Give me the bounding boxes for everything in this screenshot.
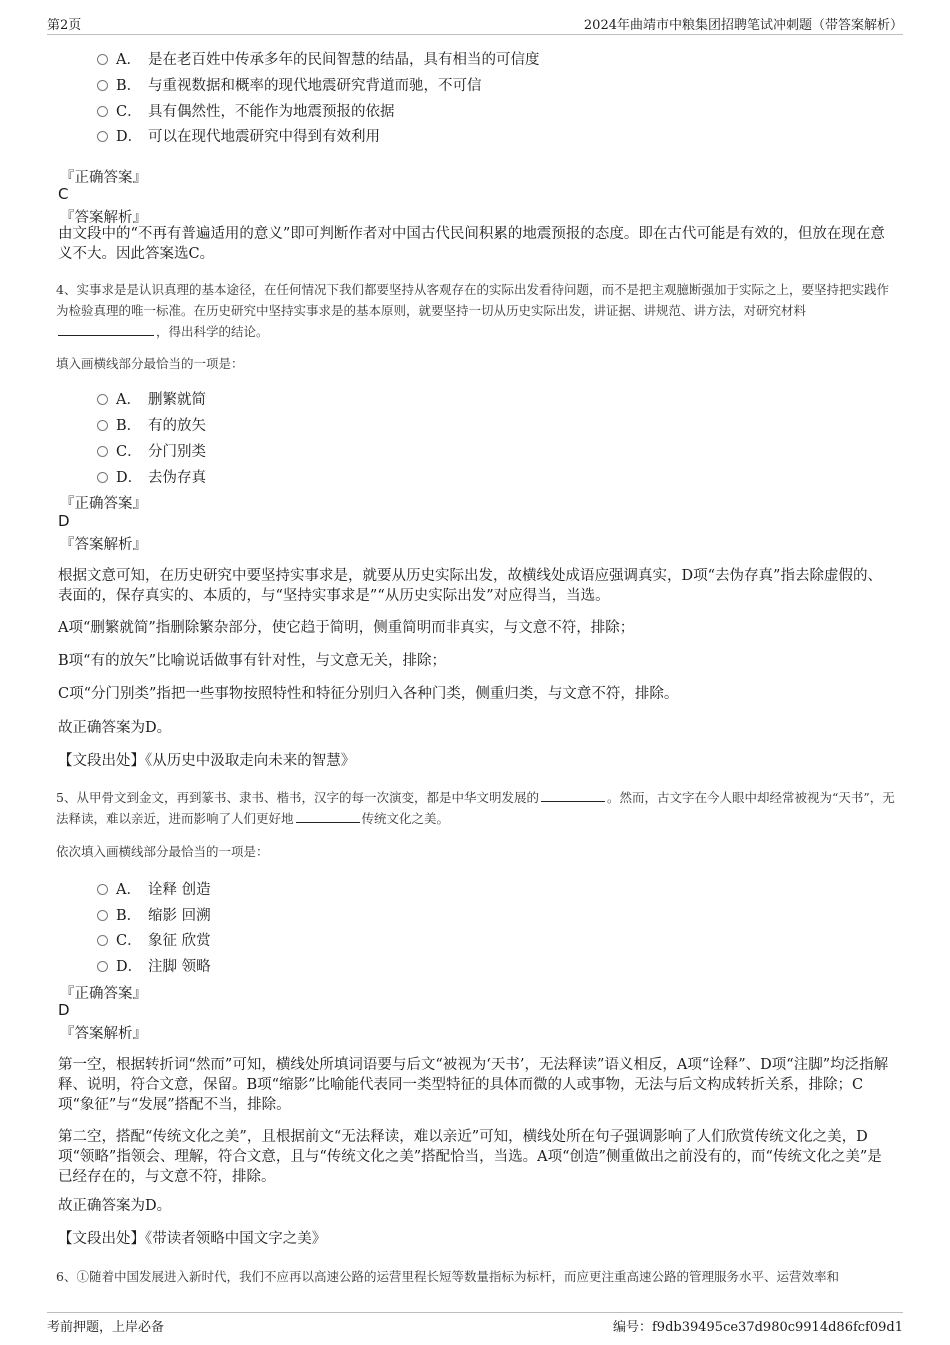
q4-option-b[interactable]: B． 有的放矢 — [97, 414, 206, 435]
q5-prompt: 依次填入画横线部分最恰当的一项是： — [56, 844, 269, 859]
q3-option-a[interactable]: A． 是在老百姓中传承多年的民间智慧的结晶，具有相当的可信度 — [97, 48, 540, 69]
document-title: 2024年曲靖市中粮集团招聘笔试冲刺题（带答案解析） — [583, 18, 903, 33]
page-number: 第2页 — [47, 18, 82, 33]
radio-icon[interactable] — [97, 54, 108, 65]
radio-icon[interactable] — [97, 935, 108, 946]
radio-icon[interactable] — [97, 884, 108, 895]
q4-option-a[interactable]: A． 删繁就简 — [97, 388, 206, 409]
q5-analysis-label: 『答案解析』 — [60, 1026, 147, 1042]
radio-icon[interactable] — [97, 961, 108, 972]
q4-answer-label: 『正确答案』 — [60, 496, 147, 512]
q5-source: 【文段出处】《带读者领略中国文字之美》 — [58, 1231, 327, 1247]
q5-analysis-p3: 故正确答案为D。 — [58, 1198, 172, 1214]
page-footer — [47, 1312, 903, 1335]
q6-stem: 6、①随着中国发展进入新时代，我们不应再以高速公路的运营里程长短等数量指标为标杆，而应更注重高速公路的管理服务水平、运营效率和 — [56, 1269, 839, 1284]
q3-option-b[interactable]: B． 与重视数据和概率的现代地震研究背道而驰，不可信 — [97, 74, 482, 95]
q3-option-c[interactable]: C． 具有偶然性，不能作为地震预报的依据 — [97, 100, 395, 121]
q4-analysis-p1: 根据文意可知，在历史研究中要坚持实事求是，就要从历史实际出发，故横线处成语应强调真实，D项“去伪存真”指去除虚假的、表面的，保存真实的、本质的，与“坚持实事求是”“从历史实际出发”对应得当，当选。 — [58, 568, 882, 604]
q4-analysis-label: 『答案解析』 — [60, 537, 147, 553]
q5-option-b[interactable]: B． 缩影 回溯 — [97, 904, 211, 925]
q3-answer: C — [58, 185, 69, 203]
q4-answer: D — [58, 512, 70, 530]
q4-option-c[interactable]: C． 分门别类 — [97, 440, 206, 461]
q5-stem: 5、从甲骨文到金文，再到篆书、隶书、楷书，汉字的每一次演变，都是中华文明发展的 。然而，古文字在今人眼中却经常被视为“天书”，无法释读，难以亲近，进而影响了人们更好地 传统文化之美。 — [56, 790, 895, 826]
radio-icon[interactable] — [97, 472, 108, 483]
q4-analysis-p2: A项“删繁就简”指删除繁杂部分，使它趋于简明，侧重简明而非真实，与文意不符，排除； — [58, 620, 635, 636]
radio-icon[interactable] — [97, 394, 108, 405]
q5-answer-label: 『正确答案』 — [60, 986, 147, 1002]
q4-analysis-p4: C项“分门别类”指把一些事物按照特性和特征分别归入各种门类，侧重归类，与文意不符，排除。 — [58, 686, 679, 702]
document-id: 编号：f9db39495ce37d980c9914d86fcf09d1 — [613, 1320, 903, 1335]
radio-icon[interactable] — [97, 446, 108, 457]
q5-option-c[interactable]: C． 象征 欣赏 — [97, 929, 211, 950]
fill-blank — [296, 810, 360, 823]
footer-slogan: 考前押题，上岸必备 — [47, 1320, 165, 1335]
fill-blank — [541, 789, 605, 802]
radio-icon[interactable] — [97, 131, 108, 142]
page-header — [47, 12, 903, 35]
radio-icon[interactable] — [97, 80, 108, 91]
q4-source: 【文段出处】《从历史中汲取走向未来的智慧》 — [58, 753, 356, 769]
q4-analysis-p3: B项“有的放矢”比喻说话做事有针对性，与文意无关，排除； — [58, 653, 446, 669]
q4-option-d[interactable]: D． 去伪存真 — [97, 466, 206, 487]
q4-stem: 4、实事求是是认识真理的基本途径，在任何情况下我们都要坚持从客观存在的实际出发看待问题，而不是把主观臆断强加于实际之上，要坚持把实践作为检验真理的唯一标准。在历史研究中坚持实事求是的基本原则，就要坚持一切从历史实际出发，讲证据、讲规范、讲方法，对研究材料，得出科学的结论。 — [56, 282, 889, 339]
q4-prompt: 填入画横线部分最恰当的一项是： — [56, 356, 244, 371]
q3-analysis: 由文段中的“不再有普遍适用的意义”即可判断作者对中国古代民间积累的地震预报的态度。即在古代可能是有效的，但放在现在意义不大。因此答案选C。 — [58, 226, 885, 262]
radio-icon[interactable] — [97, 910, 108, 921]
radio-icon[interactable] — [97, 420, 108, 431]
radio-icon[interactable] — [97, 106, 108, 117]
q5-analysis-p2: 第二空，搭配“传统文化之美”，且根据前文“无法释读，难以亲近”可知，横线处所在句子强调影响了人们欣赏传统文化之美，D项“领略”指领会、理解，符合文意，且与“传统文化之美”搭配恰当，当选。A项“创造”侧重做出之前没有的，而“传统文化之美”是已经存在的，与文意不符，排除。 — [58, 1129, 882, 1185]
q5-option-d[interactable]: D． 注脚 领略 — [97, 955, 211, 976]
q5-option-a[interactable]: A． 诠释 创造 — [97, 878, 211, 899]
q3-analysis-label: 『答案解析』 — [60, 210, 147, 226]
q5-answer: D — [58, 1001, 70, 1019]
fill-blank — [58, 323, 154, 336]
q5-analysis-p1: 第一空，根据转折词“然而”可知，横线处所填词语要与后文“被视为‘天书’，无法释读”语义相反，A项“诠释”、D项“注脚”均泛指解释、说明，符合文意，保留。B项“缩影”比喻能代表同一类型特征的具体而微的人或事物，无法与后文构成转折关系，排除；C项“象征”与“发展”搭配不当，排除。 — [58, 1057, 889, 1113]
q3-option-d[interactable]: D． 可以在现代地震研究中得到有效利用 — [97, 125, 380, 146]
q3-answer-label: 『正确答案』 — [60, 170, 147, 186]
q4-analysis-p5: 故正确答案为D。 — [58, 720, 172, 736]
